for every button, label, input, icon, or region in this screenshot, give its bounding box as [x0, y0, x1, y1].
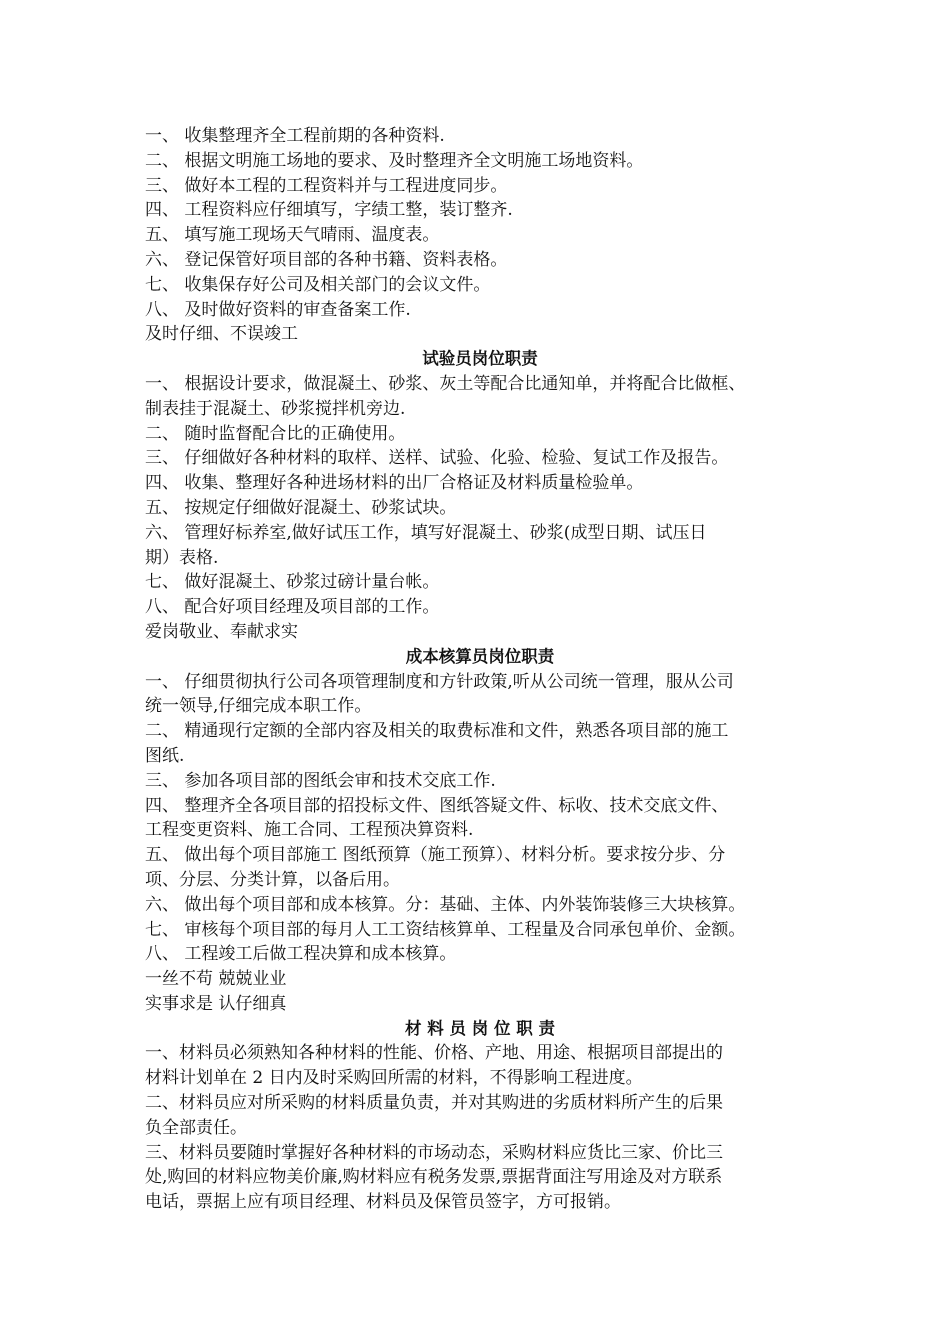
motto-line: 爱岗敬业、奉献求实: [145, 621, 298, 642]
text-line: 二、 根据文明施工场地的要求、及时整理齐全文明施工场地资料。: [145, 150, 644, 171]
section-title: 试验员岗位职责: [422, 349, 538, 369]
text-line: 四、 收集、整理好各种进场材料的出厂合格证及材料质量检验单。: [145, 473, 644, 494]
text-line: 八、 工程竣工后做工程决算和成本核算。: [145, 944, 457, 965]
text-line: 处,购回的材料应物美价廉,购材料应有税务发票,票据背面注写用途及对方联系: [145, 1167, 723, 1188]
text-line: 二、 精通现行定额的全部内容及相关的取费标准和文件，熟悉各项目部的施工: [145, 721, 729, 742]
section-tester: [145, 347, 815, 645]
section-title: 成本核算员岗位职责: [405, 646, 555, 666]
text-line: 工程变更资料、施工合同、工程预决算资料.: [145, 820, 474, 841]
text-line: 八、 配合好项目经理及项目部的工作。: [145, 597, 440, 618]
section-archivist: [145, 124, 815, 347]
text-line: 电话，票据上应有项目经理、材料员及保管员签字，方可报销。: [145, 1192, 621, 1213]
text-line: 二、 随时监督配合比的正确使用。: [145, 423, 406, 444]
text-line: 七、 审核每个项目部的每月人工工资结核算单、工程量及合同承包单价、金额。: [145, 919, 746, 940]
text-line: 三、 做好本工程的工程资料并与工程进度同步。: [145, 175, 508, 196]
text-line: 五、 做出每个项目部施工 图纸预算（施工预算）、材料分析。要求按分步、分: [145, 845, 726, 866]
text-line: 图纸.: [145, 745, 185, 766]
text-line: 六、 管理好标养室,做好试压工作，填写好混凝土、砂浆(成型日期、试压日: [145, 522, 707, 543]
text-line: 五、 填写施工现场天气晴雨、温度表。: [145, 225, 440, 246]
motto-line: 及时仔细、不误竣工: [145, 324, 298, 345]
section-cost-accountant: [145, 645, 815, 1017]
text-line: 一、 根据设计要求，做混凝土、砂浆、灰土等配合比通知单，并将配合比做框、: [145, 373, 746, 394]
text-line: 制表挂于混凝土、砂浆搅拌机旁边.: [145, 398, 406, 419]
motto-line: 实事求是 认仔细真: [145, 993, 287, 1014]
text-line: 材料计划单在 2 日内及时采购回所需的材料，不得影响工程进度。: [145, 1068, 643, 1089]
text-line: 四、 工程资料应仔细填写，字绩工整，装订整齐.: [145, 200, 513, 221]
text-line: 七、 收集保存好公司及相关部门的会议文件。: [145, 274, 491, 295]
text-line: 五、 按规定仔细做好混凝土、砂浆试块。: [145, 497, 457, 518]
text-line: 一、 收集整理齐全工程前期的各种资料.: [145, 126, 445, 146]
text-line: 一、 仔细贯彻执行公司各项管理制度和方针政策,听从公司统一管理，服从公司: [145, 671, 734, 692]
text-line: 三、 参加各项目部的图纸会审和技术交底工作.: [145, 770, 496, 791]
motto-line: 一丝不苟 兢兢业业: [145, 969, 287, 990]
text-line: 四、 整理齐全各项目部的招投标文件、图纸答疑文件、标收、技术交底文件、: [145, 795, 729, 816]
text-line: 六、 做出每个项目部和成本核算。分：基础、主体、内外装饰装修三大块核算。: [145, 894, 746, 915]
text-line: 一、材料员必须熟知各种材料的性能、价格、产地、用途、根据项目部提出的: [145, 1043, 723, 1064]
text-line: 二、材料员应对所采购的材料质量负责，并对其购进的劣质材料所产生的后果: [145, 1093, 723, 1114]
text-line: 三、材料员要随时掌握好各种材料的市场动态，采购材料应货比三家、价比三: [145, 1142, 723, 1163]
section-title: 材 料 员 岗 位 职 责: [405, 1018, 555, 1038]
text-line: 八、 及时做好资料的审查备案工作.: [145, 299, 411, 320]
text-line: 统一领导,仔细完成本职工作。: [145, 696, 372, 717]
text-line: 六、 登记保管好项目部的各种书籍、资料表格。: [145, 249, 508, 270]
text-line: 负全部责任。: [145, 1117, 247, 1138]
text-line: 三、 仔细做好各种材料的取样、送样、试验、化验、检验、复试工作及报告。: [145, 448, 729, 469]
text-line: 七、 做好混凝土、砂浆过磅计量台帐。: [145, 572, 440, 593]
text-line: 项、分层、分类计算，以备后用。: [145, 869, 400, 890]
text-line: 期）表格.: [145, 547, 219, 568]
section-materials-officer: [145, 1017, 815, 1215]
document-page: [145, 124, 815, 1215]
